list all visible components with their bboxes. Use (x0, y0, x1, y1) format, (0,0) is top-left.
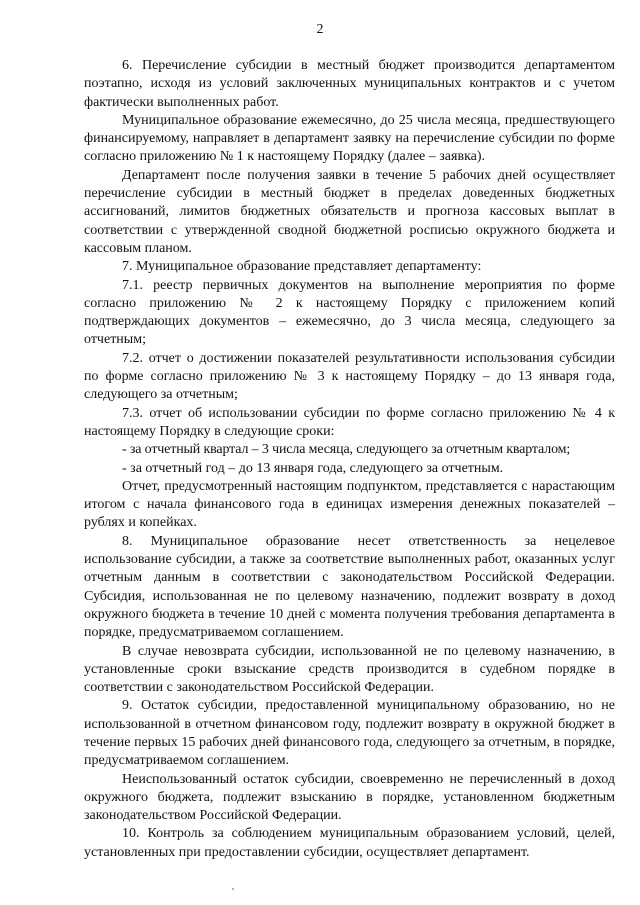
paragraph-7-1-registry: 7.1. реестр первичных документов на выполнение мероприятия по форме согласно приложению № 2 к настоящему Порядку с приложением копий подтверждающих документов – ежемесячно, до 3 числа месяца, следующего за отчетным; (84, 277, 615, 348)
list-item-quarter-deadline: - за отчетный квартал – 3 числа месяца, следующего за отчетным кварталом; (122, 442, 571, 458)
paragraph-10-control: 10. Контроль за соблюдением муниципальным образованием условий, целей, установленных при предоставлении субсидии, осуществляет департамент. (84, 826, 615, 860)
paragraph-unused-remainder: Неиспользованный остаток субсидии, своевременно не перечисленный в доход окружного бюджета, подлежит взысканию в порядке, установленном бюджетным законодательством Российской Федерации. (84, 771, 615, 824)
paragraph-7-intro: 7. Муниципальное образование представляет департаменту: (122, 259, 482, 275)
paragraph-6-transfer: 6. Перечисление субсидии в местный бюджет производится департаментом поэтапно, исходя из условий заключенных муниципальных контрактов и с учетом фактически выполненных работ. (84, 58, 615, 110)
page-number: 2 (316, 22, 324, 37)
document-body (84, 57, 615, 862)
paragraph-cumulative-report: Отчет, предусмотренный настоящим подпунктом, представляется с нарастающим итогом с начала финансового года в единицах измерения денежных показателей – рублях и копейках. (84, 478, 615, 531)
paragraph-8-responsibility: 8. Муниципальное образование несет ответственность за нецелевое использование субсидии, а также за соответствие выполненных работ, оказанных услуг отчетным данным в соответствии с законодательством Российской Федерации. Субсидия, использованная не по целевому назначению, подлежит возврату в доход окружного бюджета в течение 10 дней с момента получения требования департамента в порядке, предусматриваемом соглашением. (84, 533, 615, 641)
paragraph-9-remainder: 9. Остаток субсидии, предоставленной муниципальному образованию, но не использованной в отчетном финансовом году, подлежит возврату в окружной бюджет в течение первых 15 рабочих дней финансового года, следующего за отчетным, в порядке, предусматриваемом соглашением. (84, 698, 615, 769)
paragraph-department-transfer: Департамент после получения заявки в течение 5 рабочих дней осуществляет перечисление субсидии в местный бюджет в пределах доведенных бюджетных ассигнований, лимитов бюджетных обязательств и прогноза кассовых выплат в соответствии с утвержденной сводной бюджетной росписью окружного бюджета и кассовым планом. (84, 167, 615, 256)
scan-speck (232, 888, 234, 890)
paragraph-non-return: В случае невозврата субсидии, использованной не по целевому назначению, в установленные сроки взыскание средств производится в судебном порядке в соответствии с законодательством Российской Федерации. (84, 643, 615, 696)
paragraph-monthly-request: Муниципальное образование ежемесячно, до 25 числа месяца, предшествующего финансируемому, направляет в департамент заявку на перечисление субсидии по форме согласно приложению № 1 к настоящему Порядку (далее – заявка). (84, 112, 615, 165)
paragraph-7-3-usage-report: 7.3. отчет об использовании субсидии по форме согласно приложению № 4 к настоящему Порядку в следующие сроки: (84, 405, 615, 439)
paragraph-7-2-performance-report: 7.2. отчет о достижении показателей результативности использования субсидии по форме согласно приложению № 3 к настоящему Порядку – до 13 января года, следующего за отчетным; (84, 350, 615, 403)
list-item-year-deadline: - за отчетный год – до 13 января года, следующего за отчетным. (122, 460, 504, 476)
